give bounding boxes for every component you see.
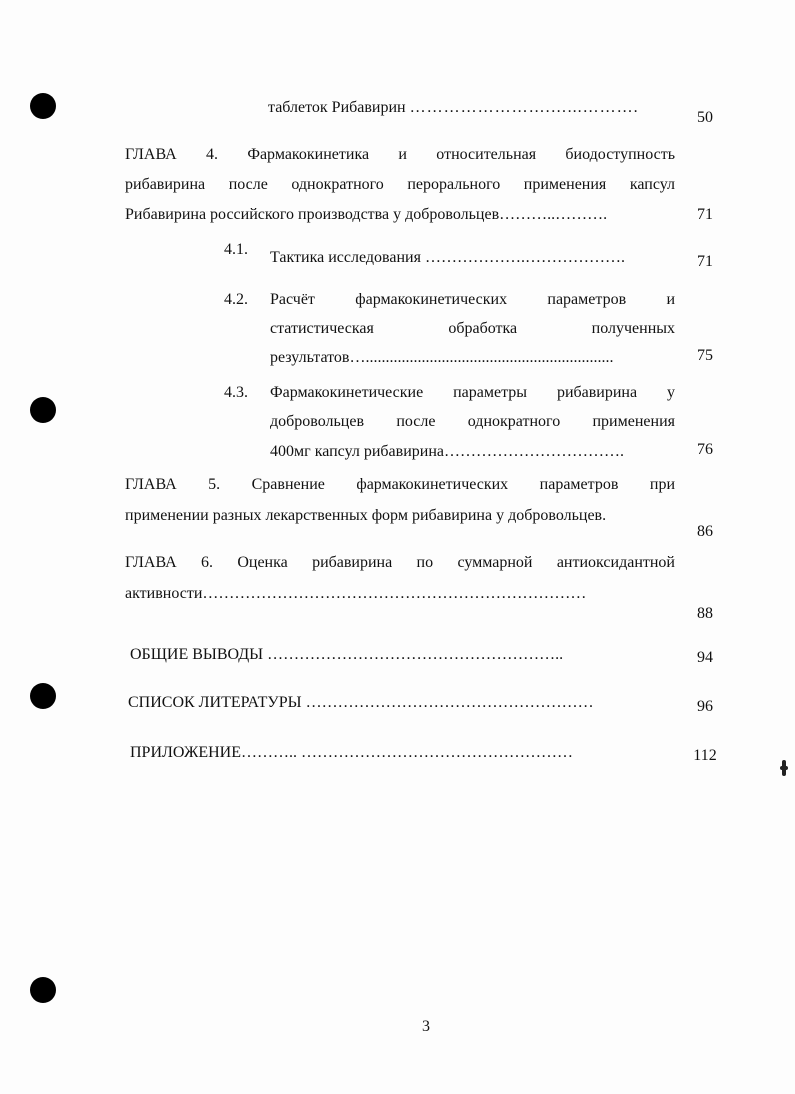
toc-page-number: 112 [693, 747, 717, 764]
toc-page-number: 50 [697, 109, 713, 126]
toc-section-number: 4.3. [224, 384, 248, 401]
toc-chapter-6-line-1: ГЛАВА 6. Оценка рибавирина по суммарной антиоксидантной [125, 554, 675, 571]
toc-section-4-3-line-2: добровольцев после однократного применения [270, 413, 675, 430]
toc-page-number: 75 [697, 347, 713, 364]
toc-chapter-4-line-3: Рибавирина российского производства у добровольцев………..………. [125, 206, 608, 223]
page-number: 3 [422, 1018, 430, 1035]
toc-section-4-2-line-1: Расчёт фармакокинетических параметров и [270, 291, 675, 308]
toc-section-4-1-line-1: Тактика исследования ……………….………………. [270, 249, 625, 266]
toc-page-number: 96 [697, 698, 713, 715]
toc-page-number: 71 [697, 206, 713, 223]
binder-hole [30, 683, 56, 709]
toc-chapter-5-line-1: ГЛАВА 5. Сравнение фармакокинетических параметров при [125, 476, 675, 493]
toc-references: СПИСОК ЛИТЕРАТУРЫ ……………………………………………… [128, 694, 594, 711]
toc-section-4-2-line-3: результатов….............................................................. [270, 349, 614, 366]
toc-section-4-3-line-1: Фармакокинетические параметры рибавирина у [270, 384, 675, 401]
toc-page-number: 88 [697, 605, 713, 622]
binder-hole [30, 977, 56, 1003]
toc-section-4-3-line-3: 400мг капсул рибавирина……………………………. [270, 443, 624, 460]
toc-chapter-4-line-1: ГЛАВА 4. Фармакокинетика и относительная биодоступность [125, 146, 675, 163]
binder-hole [30, 93, 56, 119]
toc-page-number: 86 [697, 523, 713, 540]
toc-section-4-2-line-2: статистическая обработка полученных [270, 320, 675, 337]
binder-hole [30, 397, 56, 423]
toc-conclusions: ОБЩИЕ ВЫВОДЫ ……………………………………………….. [130, 646, 564, 663]
toc-entry-text: таблеток Рибавирин [268, 99, 410, 116]
toc-leader-dots: …………………….…...………. [409, 99, 639, 116]
toc-page-number: 71 [697, 253, 713, 270]
toc-chapter-6-line-2: активности……………………………………………………………… [125, 585, 587, 602]
toc-appendix: ПРИЛОЖЕНИЕ……….. …………………………………………… [130, 744, 574, 761]
toc-entry-continuation [268, 98, 639, 118]
toc-chapter-4-line-2: рибавирина после однократного перорального применения капсул [125, 176, 675, 193]
toc-page-number: 94 [697, 649, 713, 666]
toc-page-number: 76 [697, 441, 713, 458]
scan-mark [780, 766, 788, 770]
toc-section-number: 4.1. [224, 241, 248, 258]
toc-section-number: 4.2. [224, 291, 248, 308]
toc-chapter-5-line-2: применении разных лекарственных форм рибавирина у добровольцев. [125, 507, 607, 524]
